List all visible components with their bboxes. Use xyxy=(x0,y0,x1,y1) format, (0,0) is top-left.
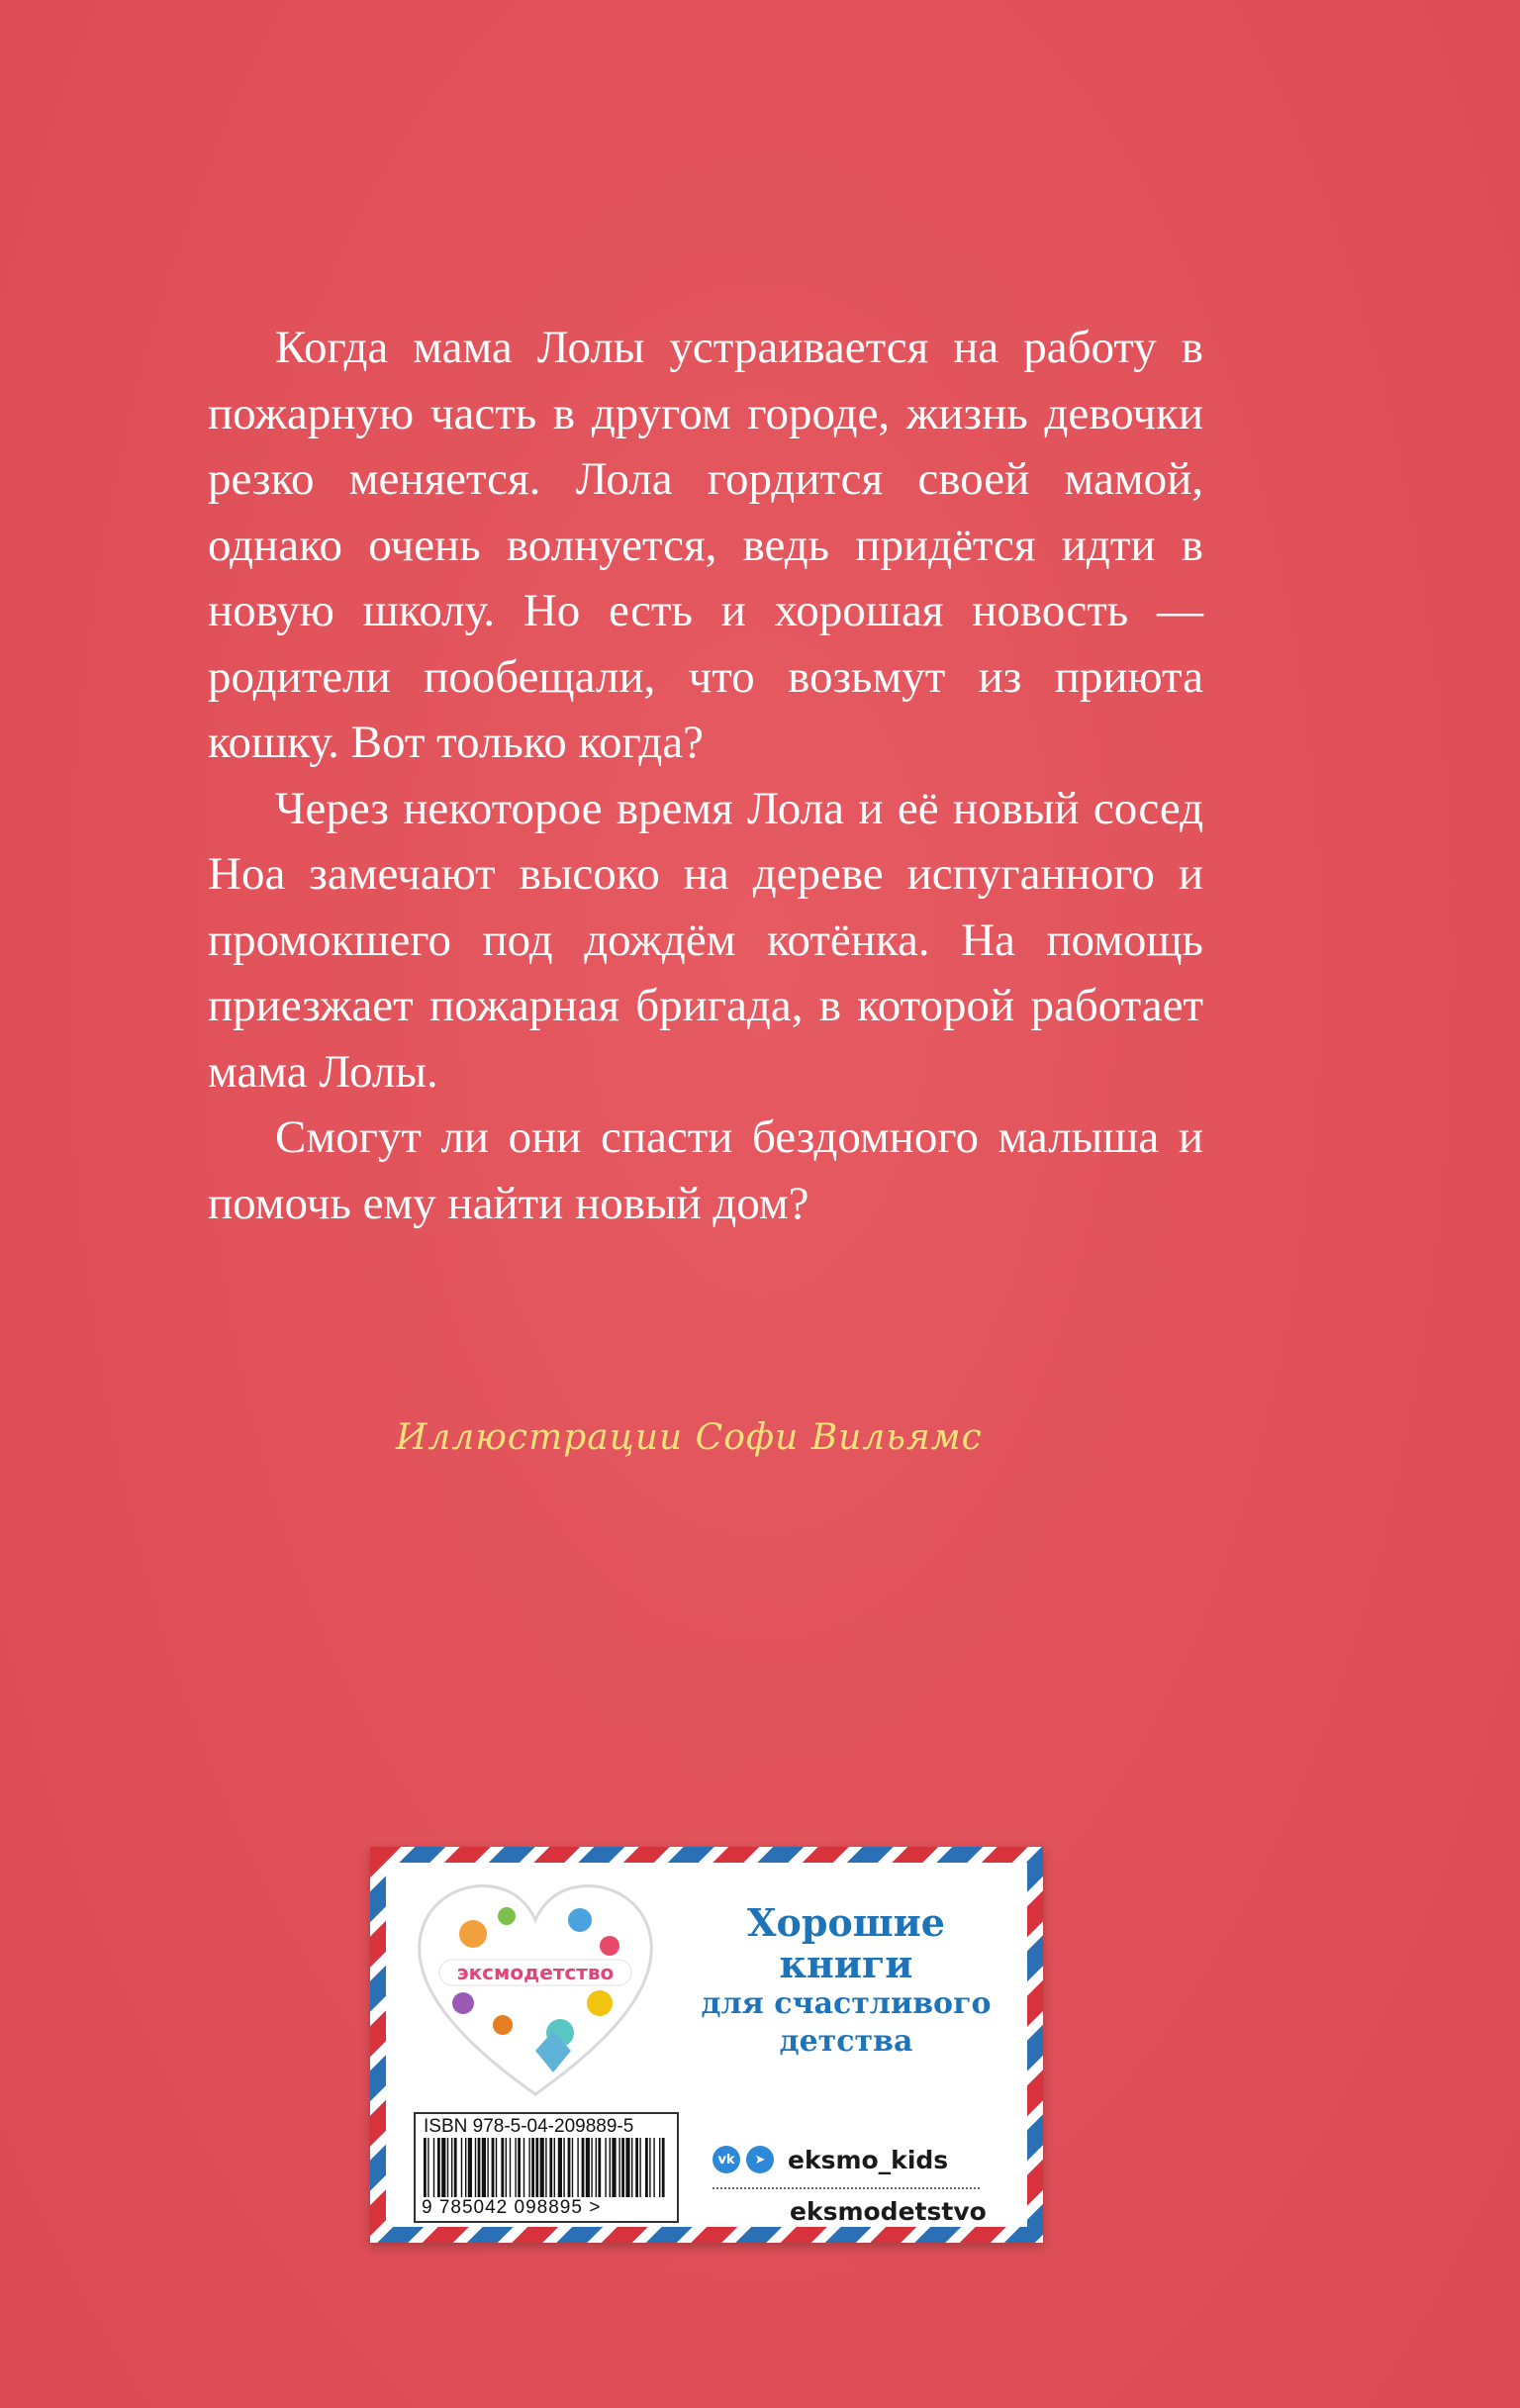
barcode-bar xyxy=(662,2138,665,2197)
barcode-bar xyxy=(635,2138,638,2197)
barcode-bar xyxy=(639,2138,640,2197)
barcode-bar xyxy=(501,2138,504,2197)
card-content xyxy=(386,1863,1027,2227)
barcode-bar xyxy=(454,2138,457,2197)
barcode-bar xyxy=(531,2138,534,2197)
barcode-bar xyxy=(506,2138,507,2197)
barcode-bar xyxy=(572,2138,573,2197)
barcode-bar xyxy=(625,2138,629,2197)
barcode-bar xyxy=(598,2138,601,2197)
barcode-bar xyxy=(545,2138,546,2197)
barcode-bar xyxy=(605,2138,606,2197)
barcode-bar xyxy=(482,2138,486,2197)
barcode-bar xyxy=(441,2138,445,2197)
barcode-bar xyxy=(510,2138,511,2197)
barcode-bar xyxy=(558,2138,562,2197)
slogan xyxy=(683,1902,1009,2061)
barcode-bar xyxy=(563,2138,564,2197)
barcode-bar xyxy=(475,2138,476,2197)
illustrator-credit: Иллюстрации Софи Вильямс xyxy=(396,1417,983,1458)
barcode-bar xyxy=(523,2138,524,2197)
barcode-bar xyxy=(496,2138,497,2197)
barcode-bar xyxy=(596,2138,597,2197)
barcode-bar xyxy=(577,2138,578,2197)
barcode-bar xyxy=(424,2138,427,2197)
eksmodetstvo-logo xyxy=(412,1877,659,2104)
barcode-bar xyxy=(535,2138,538,2197)
barcode-digits: 9 785042 098895 > xyxy=(422,2197,602,2218)
barcode-bar xyxy=(478,2138,481,2197)
blurb-paragraph-3: Смогут ли они спасти бездомного малыша и помочь ему найти новый дом? xyxy=(208,1111,1203,1229)
barcode-bar xyxy=(447,2138,448,2197)
barcode-bar xyxy=(568,2138,571,2197)
isbn-number: ISBN 978-5-04-209889-5 xyxy=(424,2116,634,2137)
barcode-bar xyxy=(591,2138,592,2197)
barcode-bar xyxy=(528,2138,529,2197)
blurb-paragraph-1: Когда мама Лолы устраивается на работу в пожарную часть в другом городе, жизнь девочки резко меняется. Лола гордится своей мамой, однако очень волнуется, ведь придётся идти в новую школу. Но есть и хорошая новость — родители пообещали, что возьмут из приюта кошку. Вот только когда? xyxy=(208,322,1203,768)
barcode-bar xyxy=(492,2138,495,2197)
barcode-bar xyxy=(649,2138,650,2197)
barcode-bar xyxy=(612,2138,616,2197)
slogan-line-2: книги xyxy=(779,1942,913,1986)
barcode-bar xyxy=(437,2138,440,2197)
barcode-bar xyxy=(433,2138,434,2197)
barcode-bar xyxy=(618,2138,619,2197)
barcode-bar xyxy=(659,2138,660,2197)
vk-icon: vk xyxy=(712,2146,740,2173)
barcode-bar xyxy=(582,2138,585,2197)
isbn-barcode xyxy=(414,2112,679,2223)
social-handle-kids: eksmo_kids xyxy=(788,2145,949,2174)
barcode-bar xyxy=(461,2138,462,2197)
barcode-bar xyxy=(554,2138,555,2197)
social-links xyxy=(712,2138,1009,2226)
blurb-text xyxy=(208,315,1203,1236)
barcode-bar xyxy=(468,2138,472,2197)
social-handle-detstvo: eksmodetstvo xyxy=(790,2197,987,2226)
blurb-paragraph-2: Через некоторое время Лола и её новый сосед Ноа замечают высоко на дереве испуганного и промокшего под дождём котёнка. На помощь приезжает пожарная бригада, в которой работает мама Лолы. xyxy=(208,782,1203,1098)
barcode-bar xyxy=(653,2138,654,2197)
slogan-line-3: для счастливого xyxy=(701,1986,992,2021)
barcode-bar xyxy=(451,2138,452,2197)
slogan-line-1: Хорошие xyxy=(747,1900,945,1945)
barcode-bar xyxy=(487,2138,488,2197)
airmail-card xyxy=(370,1847,1043,2243)
barcode-bar xyxy=(465,2138,466,2197)
barcode-bar xyxy=(610,2138,611,2197)
barcode-bar xyxy=(515,2138,516,2197)
barcode-bar xyxy=(621,2138,624,2197)
barcode-icon xyxy=(422,2138,673,2197)
barcode-bar xyxy=(518,2138,521,2197)
social-row-kids xyxy=(712,2138,1009,2181)
telegram-icon: ➤ xyxy=(746,2146,774,2173)
slogan-line-4: детства xyxy=(779,2024,913,2059)
barcode-bar xyxy=(540,2138,544,2197)
barcode-bar xyxy=(645,2138,648,2197)
barcode-bar xyxy=(586,2138,590,2197)
divider xyxy=(712,2187,980,2189)
heart-logo-icon xyxy=(412,1877,659,2104)
barcode-bar xyxy=(631,2138,632,2197)
logo-text: эксмодетство xyxy=(456,1961,615,1984)
barcode-bar xyxy=(549,2138,552,2197)
